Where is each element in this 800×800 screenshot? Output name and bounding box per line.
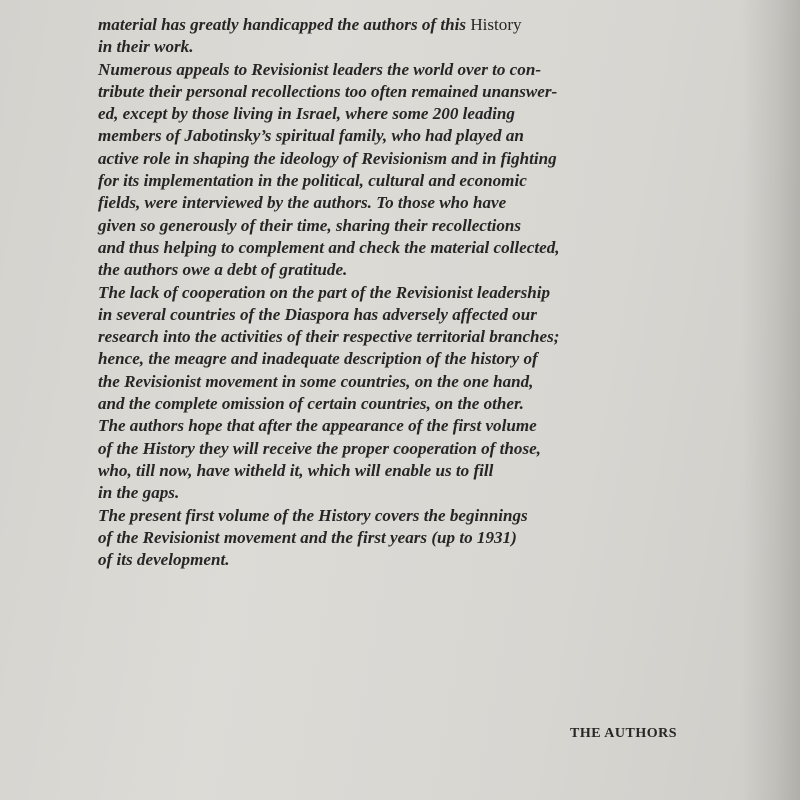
text-line: active role in shaping the ideology of Revisionism and in fighting <box>98 148 557 168</box>
text-line: and thus helping to complement and check the material collected, <box>98 237 560 257</box>
text-line: the authors owe a debt of gratitude. <box>98 260 348 280</box>
text-line: who, till now, have witheld it, which will enable us to fill <box>98 460 494 480</box>
text-line: the Revisionist movement in some countries, on the one hand, <box>98 371 534 391</box>
text-line: hence, the meagre and inadequate description of the history of <box>98 349 538 369</box>
text-line: Numerous appeals to Revisionist leaders the world over to con- <box>98 59 542 79</box>
text-line: in their work. <box>98 37 194 57</box>
text-line: of the Revisionist movement and the first years (up to 1931) <box>98 527 517 547</box>
text-line: research into the activities of their respective territorial branches; <box>98 327 560 347</box>
text-line: tribute their personal recollections too often remained unanswer- <box>98 81 558 101</box>
text-line: material has greatly handicapped the authors of this History <box>98 15 522 34</box>
body-text <box>98 14 728 571</box>
signature: THE AUTHORS <box>570 726 678 741</box>
text-line: The authors hope that after the appearance of the first volume <box>98 416 537 436</box>
text-line: for its implementation in the political, cultural and economic <box>98 171 527 191</box>
text-line: The lack of cooperation on the part of the Revisionist leadership <box>98 282 551 302</box>
text-line: and the complete omission of certain countries, on the other. <box>98 394 524 414</box>
text-line: of its development. <box>98 550 230 570</box>
page-gutter-shadow <box>742 0 800 800</box>
text-line: given so generously of their time, sharing their recollections <box>98 215 522 235</box>
text-line: in the gaps. <box>98 483 180 503</box>
text-line: of the History they will receive the proper cooperation of those, <box>98 438 541 458</box>
text-line: in several countries of the Diaspora has adversely affected our <box>98 304 537 324</box>
text-line: The present first volume of the History covers the beginnings <box>98 505 528 525</box>
text-line: fields, were interviewed by the authors. To those who have <box>98 193 507 213</box>
text-line: ed, except by those living in Israel, where some 200 leading <box>98 104 515 124</box>
text-line: members of Jabotinsky’s spiritual family, who had played an <box>98 126 524 146</box>
